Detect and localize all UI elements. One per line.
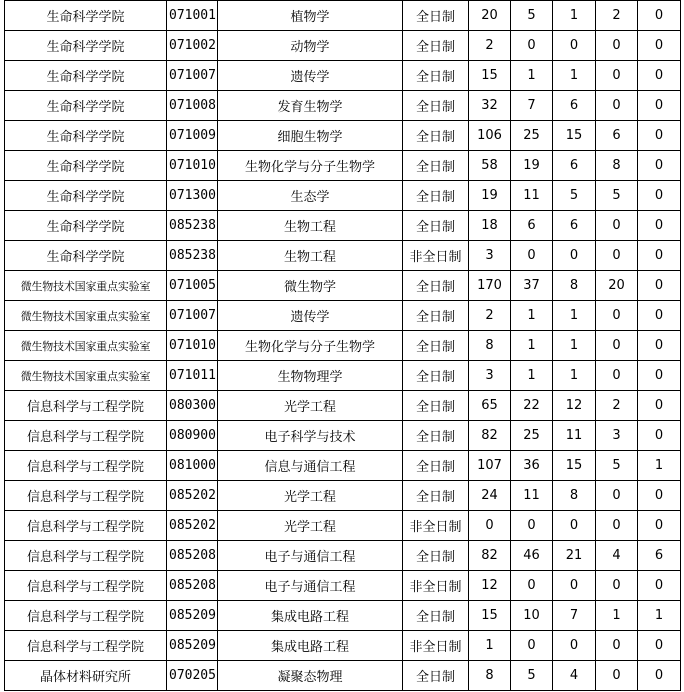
study-mode-cell: 全日制 (403, 271, 469, 301)
count-cell-5: 0 (638, 181, 681, 211)
department-cell: 信息科学与工程学院 (5, 631, 167, 661)
count-cell-4: 6 (596, 121, 638, 151)
major-name-cell: 遗传学 (218, 61, 403, 91)
major-name-cell: 植物学 (218, 1, 403, 31)
study-mode-cell: 全日制 (403, 601, 469, 631)
count-cell-5: 6 (638, 541, 681, 571)
count-cell-1: 8 (469, 331, 511, 361)
department-cell: 信息科学与工程学院 (5, 511, 167, 541)
count-cell-2: 11 (511, 181, 553, 211)
count-cell-3: 0 (553, 241, 596, 271)
department-cell: 生命科学学院 (5, 61, 167, 91)
count-cell-1: 107 (469, 451, 511, 481)
count-cell-4: 20 (596, 271, 638, 301)
table-row (5, 301, 681, 331)
count-cell-4: 2 (596, 391, 638, 421)
major-name-cell: 生物工程 (218, 211, 403, 241)
department-cell: 微生物技术国家重点实验室 (5, 331, 167, 361)
count-cell-4: 0 (596, 361, 638, 391)
count-cell-5: 0 (638, 421, 681, 451)
count-cell-5: 0 (638, 631, 681, 661)
study-mode-cell: 非全日制 (403, 571, 469, 601)
major-name-cell: 微生物学 (218, 271, 403, 301)
count-cell-5: 0 (638, 481, 681, 511)
count-cell-2: 0 (511, 241, 553, 271)
major-code-cell: 085238 (167, 241, 218, 271)
count-cell-2: 5 (511, 1, 553, 31)
count-cell-3: 1 (553, 1, 596, 31)
table-row (5, 1, 681, 31)
count-cell-5: 0 (638, 241, 681, 271)
department-cell: 信息科学与工程学院 (5, 451, 167, 481)
count-cell-5: 0 (638, 511, 681, 541)
count-cell-2: 6 (511, 211, 553, 241)
major-code-cell: 071001 (167, 1, 218, 31)
count-cell-4: 0 (596, 61, 638, 91)
count-cell-5: 0 (638, 211, 681, 241)
count-cell-1: 2 (469, 301, 511, 331)
count-cell-4: 5 (596, 181, 638, 211)
count-cell-4: 0 (596, 211, 638, 241)
major-name-cell: 电子与通信工程 (218, 541, 403, 571)
department-cell: 生命科学学院 (5, 211, 167, 241)
major-code-cell: 085238 (167, 211, 218, 241)
count-cell-2: 22 (511, 391, 553, 421)
table-row (5, 91, 681, 121)
study-mode-cell: 全日制 (403, 451, 469, 481)
count-cell-1: 18 (469, 211, 511, 241)
major-name-cell: 光学工程 (218, 481, 403, 511)
study-mode-cell: 全日制 (403, 331, 469, 361)
count-cell-4: 0 (596, 511, 638, 541)
count-cell-3: 8 (553, 481, 596, 511)
major-name-cell: 信息与通信工程 (218, 451, 403, 481)
department-cell: 生命科学学院 (5, 91, 167, 121)
study-mode-cell: 全日制 (403, 391, 469, 421)
study-mode-cell: 全日制 (403, 1, 469, 31)
department-cell: 信息科学与工程学院 (5, 601, 167, 631)
major-name-cell: 生物物理学 (218, 361, 403, 391)
count-cell-2: 25 (511, 421, 553, 451)
count-cell-2: 11 (511, 481, 553, 511)
count-cell-1: 24 (469, 481, 511, 511)
major-code-cell: 085209 (167, 631, 218, 661)
table-row (5, 661, 681, 691)
table-row (5, 31, 681, 61)
study-mode-cell: 全日制 (403, 151, 469, 181)
major-code-cell: 085208 (167, 541, 218, 571)
count-cell-2: 1 (511, 301, 553, 331)
major-code-cell: 071007 (167, 301, 218, 331)
count-cell-5: 0 (638, 91, 681, 121)
study-mode-cell: 全日制 (403, 661, 469, 691)
count-cell-1: 1 (469, 631, 511, 661)
count-cell-2: 1 (511, 331, 553, 361)
major-code-cell: 085202 (167, 481, 218, 511)
count-cell-5: 0 (638, 61, 681, 91)
major-code-cell: 071002 (167, 31, 218, 61)
table-row (5, 391, 681, 421)
department-cell: 生命科学学院 (5, 241, 167, 271)
count-cell-3: 0 (553, 631, 596, 661)
table-row (5, 451, 681, 481)
count-cell-1: 58 (469, 151, 511, 181)
major-name-cell: 光学工程 (218, 511, 403, 541)
count-cell-3: 12 (553, 391, 596, 421)
count-cell-3: 6 (553, 151, 596, 181)
count-cell-2: 1 (511, 361, 553, 391)
study-mode-cell: 全日制 (403, 61, 469, 91)
count-cell-1: 82 (469, 541, 511, 571)
table-row (5, 151, 681, 181)
count-cell-2: 19 (511, 151, 553, 181)
count-cell-1: 2 (469, 31, 511, 61)
department-cell: 信息科学与工程学院 (5, 541, 167, 571)
count-cell-3: 1 (553, 331, 596, 361)
table-row (5, 631, 681, 661)
major-code-cell: 085209 (167, 601, 218, 631)
major-name-cell: 遗传学 (218, 301, 403, 331)
count-cell-3: 6 (553, 91, 596, 121)
count-cell-2: 0 (511, 631, 553, 661)
count-cell-2: 37 (511, 271, 553, 301)
major-name-cell: 发育生物学 (218, 91, 403, 121)
count-cell-4: 0 (596, 241, 638, 271)
major-code-cell: 071005 (167, 271, 218, 301)
count-cell-4: 0 (596, 331, 638, 361)
count-cell-2: 7 (511, 91, 553, 121)
table-row (5, 481, 681, 511)
count-cell-3: 5 (553, 181, 596, 211)
count-cell-2: 10 (511, 601, 553, 631)
study-mode-cell: 全日制 (403, 301, 469, 331)
count-cell-1: 106 (469, 121, 511, 151)
major-name-cell: 集成电路工程 (218, 631, 403, 661)
count-cell-1: 32 (469, 91, 511, 121)
major-code-cell: 085202 (167, 511, 218, 541)
count-cell-3: 7 (553, 601, 596, 631)
count-cell-5: 0 (638, 271, 681, 301)
count-cell-5: 0 (638, 361, 681, 391)
table-row (5, 421, 681, 451)
study-mode-cell: 全日制 (403, 121, 469, 151)
study-mode-cell: 全日制 (403, 31, 469, 61)
table-row (5, 511, 681, 541)
major-code-cell: 081000 (167, 451, 218, 481)
major-code-cell: 071010 (167, 331, 218, 361)
department-cell: 生命科学学院 (5, 31, 167, 61)
major-code-cell: 071300 (167, 181, 218, 211)
department-cell: 生命科学学院 (5, 151, 167, 181)
table-row (5, 181, 681, 211)
count-cell-4: 3 (596, 421, 638, 451)
study-mode-cell: 全日制 (403, 181, 469, 211)
count-cell-4: 8 (596, 151, 638, 181)
major-code-cell: 080300 (167, 391, 218, 421)
count-cell-4: 0 (596, 31, 638, 61)
count-cell-4: 4 (596, 541, 638, 571)
table-body (5, 1, 681, 691)
count-cell-2: 0 (511, 511, 553, 541)
department-cell: 信息科学与工程学院 (5, 421, 167, 451)
count-cell-3: 15 (553, 451, 596, 481)
count-cell-2: 0 (511, 571, 553, 601)
table-row (5, 241, 681, 271)
count-cell-1: 82 (469, 421, 511, 451)
count-cell-3: 0 (553, 31, 596, 61)
count-cell-3: 11 (553, 421, 596, 451)
department-cell: 信息科学与工程学院 (5, 481, 167, 511)
study-mode-cell: 全日制 (403, 361, 469, 391)
count-cell-1: 15 (469, 601, 511, 631)
count-cell-5: 0 (638, 1, 681, 31)
count-cell-1: 8 (469, 661, 511, 691)
major-code-cell: 071010 (167, 151, 218, 181)
count-cell-5: 0 (638, 151, 681, 181)
table-row (5, 601, 681, 631)
admissions-table (4, 0, 681, 691)
count-cell-5: 1 (638, 451, 681, 481)
study-mode-cell: 非全日制 (403, 241, 469, 271)
table-row (5, 271, 681, 301)
count-cell-1: 65 (469, 391, 511, 421)
count-cell-5: 0 (638, 31, 681, 61)
department-cell: 信息科学与工程学院 (5, 391, 167, 421)
major-name-cell: 电子与通信工程 (218, 571, 403, 601)
count-cell-1: 170 (469, 271, 511, 301)
major-code-cell: 071007 (167, 61, 218, 91)
count-cell-4: 0 (596, 631, 638, 661)
count-cell-3: 0 (553, 571, 596, 601)
count-cell-4: 0 (596, 571, 638, 601)
department-cell: 生命科学学院 (5, 1, 167, 31)
major-code-cell: 085208 (167, 571, 218, 601)
count-cell-4: 0 (596, 661, 638, 691)
department-cell: 信息科学与工程学院 (5, 571, 167, 601)
department-cell: 微生物技术国家重点实验室 (5, 271, 167, 301)
table-row (5, 361, 681, 391)
count-cell-1: 15 (469, 61, 511, 91)
major-code-cell: 071011 (167, 361, 218, 391)
count-cell-2: 46 (511, 541, 553, 571)
count-cell-4: 5 (596, 451, 638, 481)
count-cell-2: 0 (511, 31, 553, 61)
count-cell-1: 0 (469, 511, 511, 541)
major-name-cell: 电子科学与技术 (218, 421, 403, 451)
count-cell-5: 0 (638, 301, 681, 331)
major-name-cell: 凝聚态物理 (218, 661, 403, 691)
department-cell: 晶体材料研究所 (5, 661, 167, 691)
count-cell-3: 0 (553, 511, 596, 541)
count-cell-5: 0 (638, 121, 681, 151)
study-mode-cell: 全日制 (403, 211, 469, 241)
count-cell-2: 5 (511, 661, 553, 691)
count-cell-1: 3 (469, 361, 511, 391)
count-cell-3: 21 (553, 541, 596, 571)
count-cell-2: 1 (511, 61, 553, 91)
study-mode-cell: 非全日制 (403, 511, 469, 541)
count-cell-1: 12 (469, 571, 511, 601)
count-cell-3: 8 (553, 271, 596, 301)
major-code-cell: 080900 (167, 421, 218, 451)
study-mode-cell: 全日制 (403, 421, 469, 451)
table-row (5, 331, 681, 361)
table-row (5, 541, 681, 571)
department-cell: 生命科学学院 (5, 121, 167, 151)
major-code-cell: 071009 (167, 121, 218, 151)
table-row (5, 61, 681, 91)
major-name-cell: 生物化学与分子生物学 (218, 331, 403, 361)
count-cell-4: 2 (596, 1, 638, 31)
study-mode-cell: 全日制 (403, 541, 469, 571)
major-code-cell: 071008 (167, 91, 218, 121)
count-cell-2: 25 (511, 121, 553, 151)
major-name-cell: 生物工程 (218, 241, 403, 271)
count-cell-4: 0 (596, 91, 638, 121)
count-cell-1: 19 (469, 181, 511, 211)
major-name-cell: 光学工程 (218, 391, 403, 421)
table-row (5, 211, 681, 241)
count-cell-5: 1 (638, 601, 681, 631)
count-cell-2: 36 (511, 451, 553, 481)
study-mode-cell: 全日制 (403, 481, 469, 511)
count-cell-3: 1 (553, 301, 596, 331)
department-cell: 生命科学学院 (5, 181, 167, 211)
count-cell-4: 1 (596, 601, 638, 631)
study-mode-cell: 非全日制 (403, 631, 469, 661)
count-cell-5: 0 (638, 571, 681, 601)
count-cell-3: 4 (553, 661, 596, 691)
major-name-cell: 集成电路工程 (218, 601, 403, 631)
count-cell-3: 15 (553, 121, 596, 151)
table-row (5, 571, 681, 601)
major-name-cell: 生物化学与分子生物学 (218, 151, 403, 181)
count-cell-3: 1 (553, 61, 596, 91)
major-code-cell: 070205 (167, 661, 218, 691)
count-cell-5: 0 (638, 331, 681, 361)
department-cell: 微生物技术国家重点实验室 (5, 301, 167, 331)
study-mode-cell: 全日制 (403, 91, 469, 121)
count-cell-1: 20 (469, 1, 511, 31)
department-cell: 微生物技术国家重点实验室 (5, 361, 167, 391)
count-cell-4: 0 (596, 481, 638, 511)
major-name-cell: 动物学 (218, 31, 403, 61)
table-row (5, 121, 681, 151)
count-cell-1: 3 (469, 241, 511, 271)
count-cell-5: 0 (638, 661, 681, 691)
count-cell-3: 1 (553, 361, 596, 391)
count-cell-5: 0 (638, 391, 681, 421)
count-cell-3: 6 (553, 211, 596, 241)
major-name-cell: 细胞生物学 (218, 121, 403, 151)
major-name-cell: 生态学 (218, 181, 403, 211)
count-cell-4: 0 (596, 301, 638, 331)
